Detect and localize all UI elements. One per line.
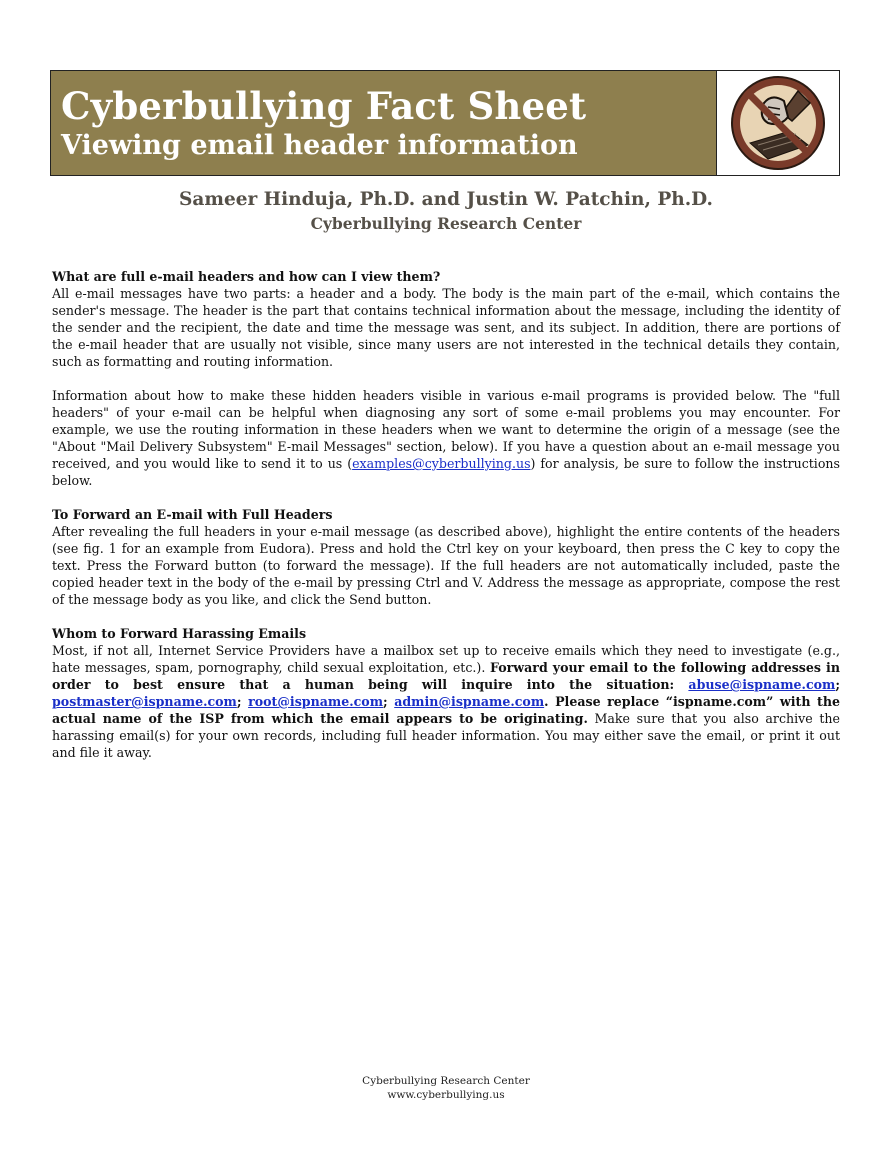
section-heading-whom: Whom to Forward Harassing Emails (52, 626, 307, 641)
author-organization: Cyberbullying Research Center (310, 214, 582, 233)
emphasis-text-part: . Please replace “ispname.com” with the actual name of the ISP from which the email appears to be originating. (52, 694, 840, 726)
authors-block (0, 186, 892, 234)
section-heading-headers: What are full e-mail headers and how can I view them? (52, 269, 441, 284)
paragraph-hidden-headers (52, 387, 840, 489)
page-footer (0, 1074, 892, 1102)
paragraph-text: Make sure that you also archive the harassing email(s) for your own records, including full header information. You may either save the email, or print it out and file it away. (52, 711, 840, 760)
logo (717, 71, 839, 175)
page-title: Cyberbullying Fact Sheet (61, 84, 587, 128)
paragraph-forward-instructions: After revealing the full headers in your e-mail message (as described above), highlight the entire contents of the headers (see fig. 1 for an example from Eudora). Press and hold the Ctrl key on your keyboard, then press the C key to copy the text. Press the Forward button (to forward the message). If the full headers are not automatically included, paste the copied header text in the body of the e-mail by pressing Ctrl and V. Address the message as appropriate, compose the rest of the message body as you like, and click the Send button. (52, 524, 840, 607)
emphasis-text-part: Forward your email to the following addresses in order to best ensure that a human being will inquire into the situation: (52, 660, 840, 692)
title-band (51, 71, 717, 175)
no-cyberbullying-logo-icon (728, 73, 828, 173)
root-email-link[interactable]: root@ispname.com (248, 694, 384, 709)
admin-email-link[interactable]: admin@ispname.com (394, 694, 545, 709)
abuse-email-link[interactable]: abuse@ispname.com (688, 677, 836, 692)
separator: ; (383, 694, 395, 709)
author-names: Sameer Hinduja, Ph.D. and Justin W. Patchin, Ph.D. (179, 189, 713, 210)
paragraph-text: ) for analysis, be sure to follow the instructions below. (52, 456, 840, 488)
separator: ; (236, 694, 249, 709)
paragraph-text: Most, if not all, Internet Service Providers have a mailbox set up to receive emails which they need to investigate (e.g., hate messages, spam, pornography, child sexual exploitation, etc.). (52, 643, 840, 675)
header-box (50, 70, 840, 176)
footer-org: Cyberbullying Research Center (362, 1075, 530, 1087)
section-heading-forward: To Forward an E-mail with Full Headers (52, 507, 333, 522)
paragraph-whom-to-forward (52, 642, 840, 761)
separator: ; (835, 677, 840, 692)
paragraph-email-parts: All e-mail messages have two parts: a header and a body. The body is the main part of the e-mail, which contains the sender's message. The header is the part that contains technical information about the message, including the identity of the sender and the recipient, the date and time the message was sent, and its subject. In addition, there are portions of the e-mail header that are usually not visible, since many users are not interested in the technical details they contain, such as formatting and routing information. (52, 286, 840, 369)
examples-email-link[interactable]: examples@cyberbullying.us (352, 456, 531, 471)
page-subtitle: Viewing email header information (61, 130, 578, 161)
fact-sheet-body (52, 268, 840, 778)
postmaster-email-link[interactable]: postmaster@ispname.com (52, 694, 237, 709)
footer-url: www.cyberbullying.us (387, 1089, 505, 1101)
paragraph-text: Information about how to make these hidden headers visible in various e-mail programs is provided below. The "full headers" of your e-mail can be helpful when diagnosing any sort of some e-mail problems you may encounter. For example, we use the routing information in these headers when we want to determine the origin of a message (see the "About "Mail Delivery Subsystem" E-mail Messages" section, below). If you have a question about an e-mail message you received, and you would like to send it to us ( (52, 388, 840, 471)
